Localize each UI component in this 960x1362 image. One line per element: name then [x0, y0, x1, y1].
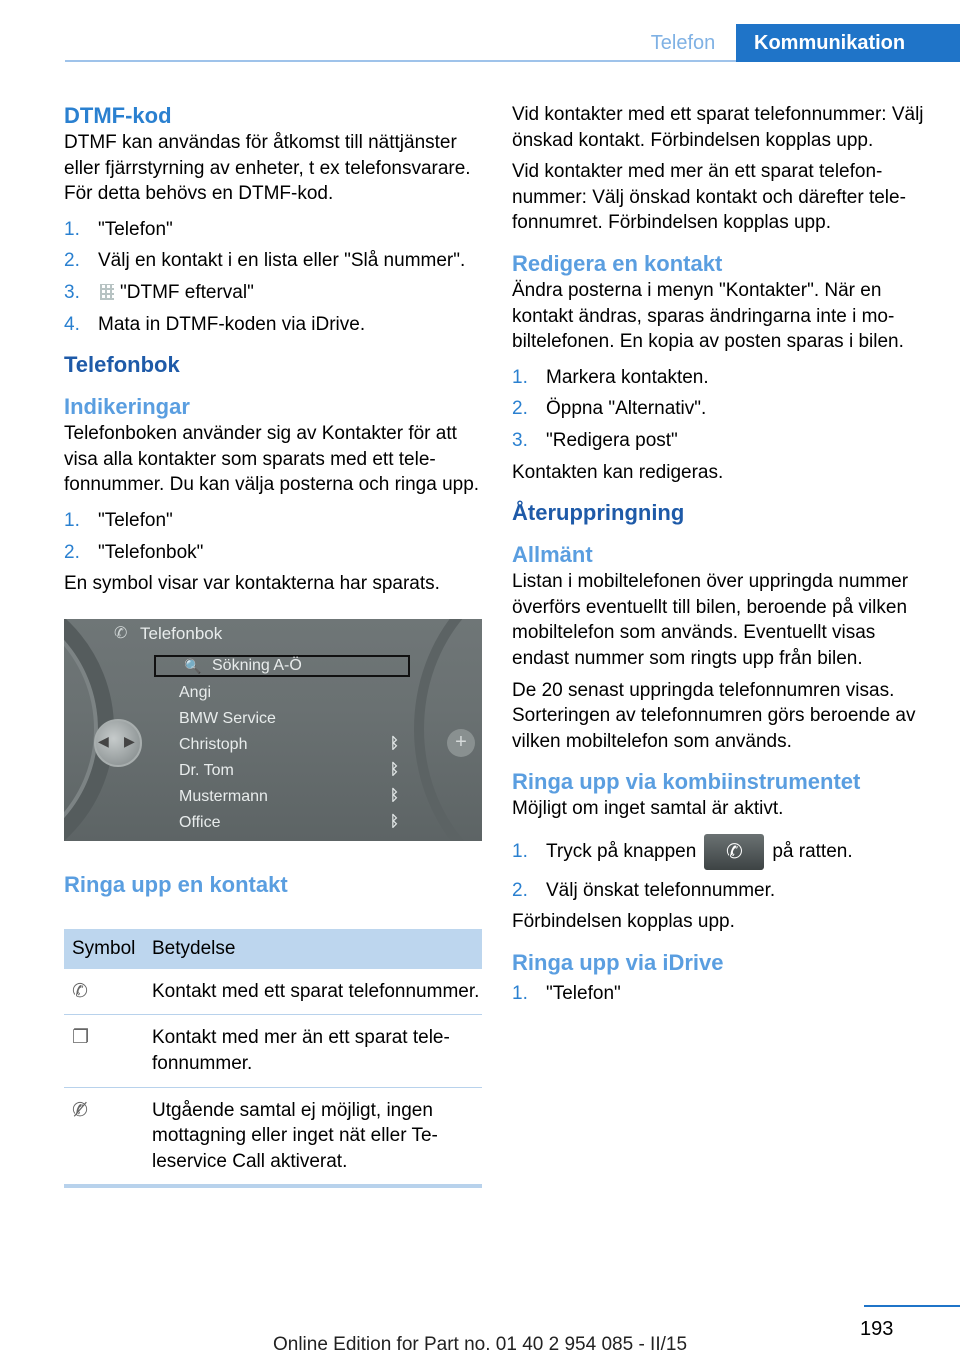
- list-item: 1. Markera kontakten.: [512, 366, 709, 388]
- idrive-steps: [512, 981, 928, 1007]
- multi-number-text: Vid kontakter med mer än ett sparat telefonnummer: Välj önskad kontakt och därefter telefonnumret. Förbindelsen kopplas upp.: [512, 161, 906, 234]
- list-item: 3. "DTMF efterval": [64, 281, 254, 303]
- phone-disabled-icon: ✆̸: [64, 1087, 144, 1186]
- kombi-text: Möjligt om inget samtal är aktivt.: [512, 798, 784, 820]
- table-cell: Utgående samtal ej möjligt, ingen mottagning eller inget nät eller Teleservice Call aktiverat.: [144, 1087, 482, 1186]
- header-chapter: Kommunikation: [736, 24, 960, 62]
- symbol-text: En symbol visar var kontakterna har sparats.: [64, 573, 440, 595]
- phone-icon: ✆: [64, 969, 144, 1015]
- idrive-heading: Ringa upp via iDrive: [512, 950, 724, 976]
- table-header-symbol: Symbol: [64, 929, 144, 969]
- left-column: [64, 102, 482, 1188]
- list-item: 2. Välj önskat telefonnummer.: [512, 879, 776, 901]
- screen-arc-right: [414, 619, 482, 841]
- screen-list-item: Dr. Tom: [179, 761, 234, 779]
- screen-list-item: Mustermann: [179, 787, 268, 805]
- screen-list-item: Christoph: [179, 735, 248, 753]
- table-row: [64, 1015, 482, 1087]
- edition-text: Online Edition for Part no. 01 40 2 954 085 - II/15: [272, 1334, 688, 1355]
- phonebook-icon: ✆: [114, 624, 128, 642]
- general-text: Listan i mobiltelefonen över uppringda nummer överförs eventuellt till bilen, beroende på vilken mobiltelefon som används. Eventuellt visas endast nummer som ringts upp från bilen.: [512, 571, 909, 669]
- arrow-left-icon: ◀: [98, 732, 109, 749]
- table-header-meaning: Betydelse: [144, 929, 482, 969]
- screen-list-item: Office: [179, 813, 221, 831]
- multiple-numbers-icon: ❐: [64, 1015, 144, 1087]
- call-contact-heading: Ringa upp en kontakt: [64, 871, 288, 897]
- list-item: 1. Tryck på knappen ✆ på ratten.: [512, 832, 928, 872]
- list-item: 3. "Redigera post": [512, 429, 678, 451]
- dtmf-steps: [64, 217, 482, 337]
- single-number-text: Vid kontakter med ett sparat telefonnummer: Välj önskad kontakt. Förbindelsen kopplas upp.: [512, 104, 924, 151]
- list-item: 2. Öppna "Alternativ".: [512, 398, 707, 420]
- dtmf-heading: DTMF-kod: [64, 103, 172, 128]
- edit-after-text: Kontakten kan redigeras.: [512, 461, 724, 483]
- edit-contact-text: Ändra posterna i menyn "Kontakter". När en kontakt ändras, sparas ändringarna inte i mobiltelefonen. En kopia av posten sparas i bilen.: [512, 279, 904, 353]
- edit-steps: [512, 365, 928, 454]
- kombi-steps: [512, 832, 928, 904]
- keypad-icon: [100, 284, 114, 300]
- list-item: 1. "Telefon": [64, 218, 173, 240]
- list-item: 2. "Telefonbok": [64, 541, 204, 563]
- screen-list-item: Angi: [179, 683, 212, 701]
- redial-heading: Återuppringning: [512, 500, 685, 526]
- kombi-heading: Ringa upp via kombiinstrumentet: [512, 769, 861, 795]
- table-row: [64, 969, 482, 1015]
- bluetooth-icon: ᛒ: [390, 786, 400, 804]
- phone-button-icon: ✆: [704, 834, 764, 870]
- header-section: Telefon: [650, 32, 716, 54]
- footer-rule: [864, 1305, 960, 1307]
- general-heading: Allmänt: [512, 542, 593, 568]
- plus-icon: +: [447, 729, 475, 757]
- arrow-right-icon: ▶: [124, 732, 135, 749]
- right-column: [512, 102, 928, 1013]
- bluetooth-icon: ᛒ: [390, 812, 400, 830]
- page-number: 193: [860, 1318, 894, 1340]
- table-cell: Kontakt med mer än ett sparat telefonnummer.: [144, 1015, 482, 1087]
- indications-text: Telefonboken använder sig av Kontakter för att visa alla kontakter som sparats med ett telefonnummer. Du kan välja posterna och ringa upp.: [64, 423, 480, 496]
- list-item: 1. "Telefon": [512, 983, 621, 1005]
- table-cell: Kontakt med ett sparat telefonnummer.: [144, 969, 482, 1015]
- bluetooth-icon: ᛒ: [390, 734, 400, 752]
- indications-heading: Indikeringar: [64, 394, 190, 420]
- dtmf-text: DTMF kan användas för åtkomst till nättjänster eller fjärrstyrning av enheter, t ex telefonsvarare. För detta behövs en DTMF-kod.: [64, 132, 471, 205]
- general-text-2: De 20 senast uppringda telefonnumren visas. Sorteringen av telefonnumren görs beroende av vilken mobiltelefon som används.: [512, 679, 916, 752]
- edit-contact-heading: Redigera en kontakt: [512, 250, 723, 276]
- idrive-screenshot: [64, 619, 482, 841]
- search-icon: 🔍: [184, 657, 202, 674]
- screen-search-item: 🔍 Sökning A-Ö: [154, 655, 410, 677]
- symbol-table: [64, 929, 482, 1189]
- list-item: 4. Mata in DTMF-koden via iDrive.: [64, 313, 366, 335]
- list-item: 2. Välj en kontakt i en lista eller "Slå nummer".: [64, 250, 466, 272]
- list-item: 1. "Telefon": [64, 509, 173, 531]
- screen-title: Telefonbok: [140, 623, 223, 643]
- bluetooth-icon: ᛒ: [390, 760, 400, 778]
- indications-steps: [64, 508, 482, 565]
- phonebook-heading: Telefonbok: [64, 352, 180, 378]
- table-row: [64, 1087, 482, 1186]
- screen-list-item: BMW Service: [179, 709, 276, 727]
- kombi-after-text: Förbindelsen kopplas upp.: [512, 911, 735, 933]
